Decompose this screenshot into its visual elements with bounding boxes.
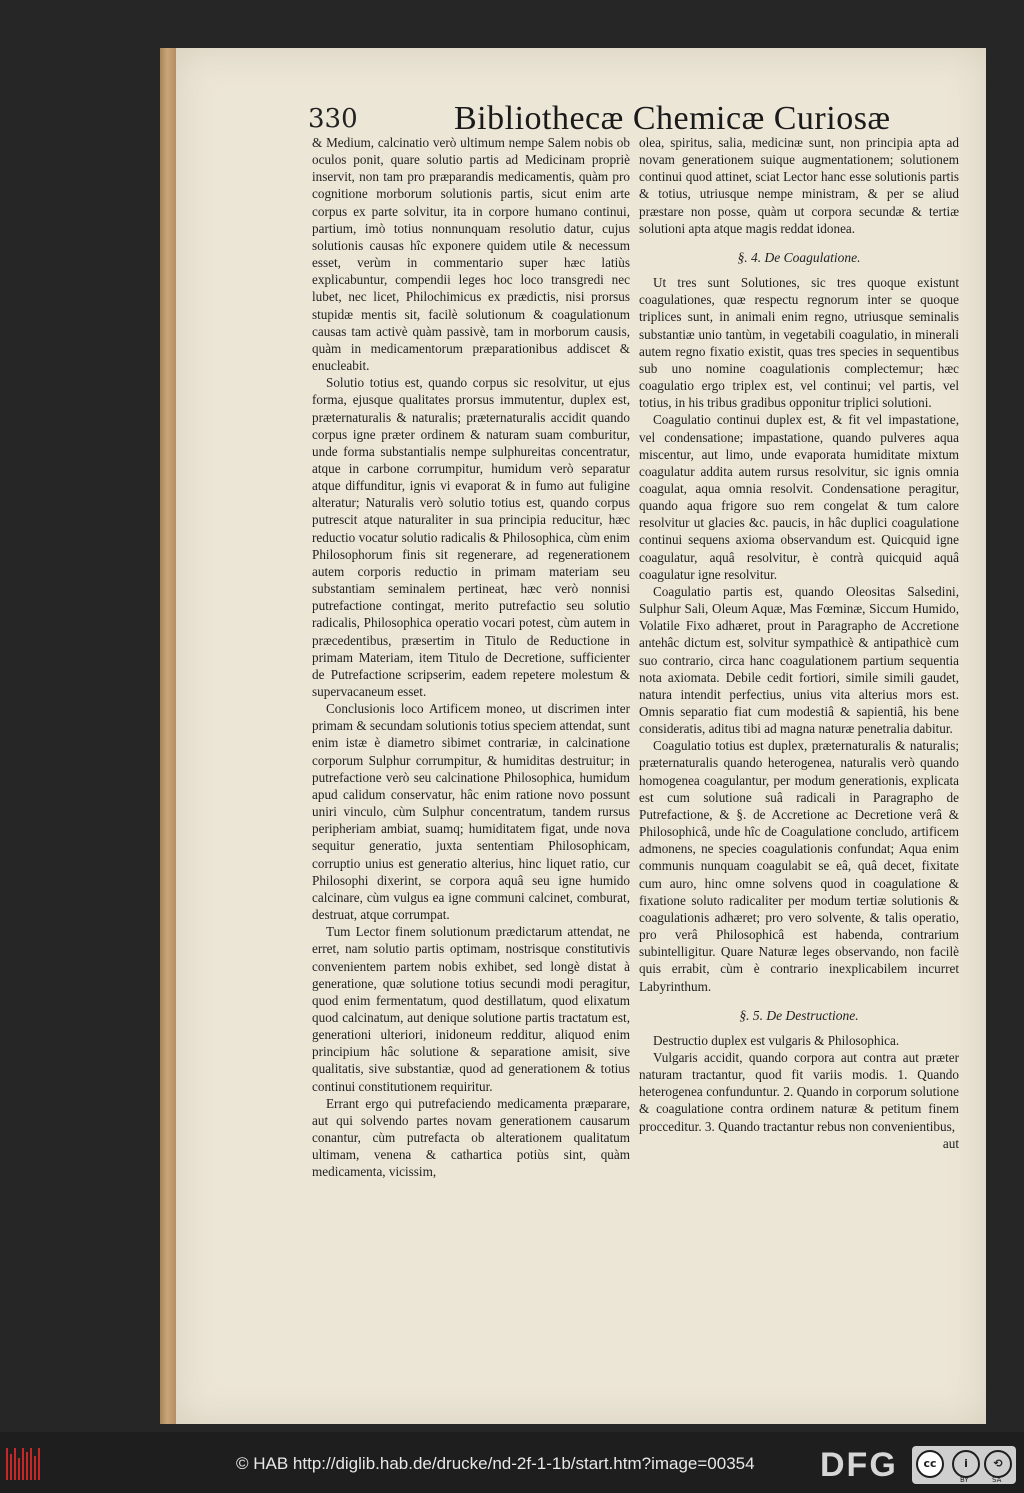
cc-by-icon: i (952, 1450, 980, 1478)
catchword: aut (942, 1135, 959, 1151)
paragraph: Errant ergo qui putrefaciendo medicamenta præparare, aut qui solvendo partes novam generationem causarum conantur, cùm putrefacta ob alterationem qualitatum ultimam, venena & cathartica potiùs sint, quàm medicamenta, vicissim, (312, 1095, 630, 1180)
barcode-icon (6, 1448, 40, 1480)
paragraph: olea, spiritus, salia, medicinæ sunt, non principia apta ad novam generationem suique augmentationem; solutionem continui quod attinet, sciat Lector hanc esse solutionis partis & totius, utriusque nempe ministram, & per se aliud præstare non posse, quàm ut corpora secundæ & tertiæ solutioni apta atque magis reddat idonea. (639, 135, 959, 236)
paragraph: Destructio duplex est vulgaris & Philosophica. (653, 1032, 900, 1048)
paragraph: Coagulatio continui duplex est, & fit vel impastatione, vel condensatione; impastatione, quando pulveres aqua miscentur, aut limo, unde evaporata humiditate mixtum coagulatur addita autem rursus resolvitur, sic ignis omnia coagulat, aqua omnia resolvit. Condensatione peragitur, quando aqua frigore suo rem congelat & tum calore resolvitur ut glacies &c. paucis, in hâc duplici coagulatione continui sequens axioma observandum est. Quicquid igne coagulatur, aquâ resolvitur, è contrà quicquid aquâ coagulatur igne resolvitur. (639, 412, 959, 582)
footer-bar (0, 1432, 1024, 1493)
paragraph: & Medium, calcinatio verò ultimum nempe Salem nobis ob oculos ponit, quare solutio partis ad Medicinam propriè inservit, non tam pro præparandis medicamentis, quàm pro cognitione morborum solutionis partis, sicut enim arte corpus ex parte solvitur, ita in corpore humano continui, partium, imò totius nonnunquam resolutio datur, cujus solutionis causas hîc exponere quidem utile & necessum esset, verùm in commentario super hæc latiùs explicabuntur, compendii leges hoc loco transgredi nec lubet, nec licet, Philochimicus ex prædictis, nisi prorsus stupidæ mentis sit, facilè solutionum & coagulationum causas tam activè quàm passivè, tam in morborum causis, quàm in medicamentorum præparationibus addiscet & enucleabit. (312, 135, 630, 374)
paragraph: Vulgaris accidit, quando corpora aut contra aut præter naturam tractantur, quod fit variis modis. 1. Quando heterogenea confunduntur. 2. Quando in corporum solutione & coagulatione contra ordinem naturæ & petitum finem procceditur. 3. Quando tractantur rebus non convenientibus, (639, 1049, 959, 1134)
paragraph: Solutio totius est, quando corpus sic resolvitur, ut ejus forma, ejusque qualitates prorsus immutentur, duplex est, præternaturalis & naturalis; præternaturalis accidit quando corpus igne præter ordinem & naturam suam comburitur, unde forma substantialis nempe sulphureitas concentratur, atque in carbone corrumpitur, humidum verò separatur atque diffunditur, ignis vi evaporat & in fumo aut fuligine alteratur; Naturalis verò solutio totius est, quando corpus putrescit atque naturaliter in sua principia reducitur, hæc reductio vocatur solutio radicalis & Philosophica, cùm enim Philosophorum finis sit regenerare, ad regenerationem autem corporis reductio in primam materiam seu substantiam seminalem pertineat, hæc verò nonnisi putrefactione contingat, merito putrefactio seu solutio radicalis, Philosophica operatio vocari potest, cùm autem in præcedentibus, præsertim in Titulo de Reductione in primam Materiam, item Titulo de Decretione, sufficienter de Putrefactione scripserim, eadem repetere molestum & supervacaneum esset. (312, 375, 630, 699)
page-number: 330 (308, 104, 358, 134)
copyright-link[interactable]: © HAB http://diglib.hab.de/drucke/nd-2f-1-1b/start.htm?image=00354 (236, 1454, 755, 1473)
left-column (312, 134, 630, 1181)
right-column (639, 134, 959, 1152)
paragraph: Tum Lector finem solutionum prædictarum attendat, ne erret, nam solutio partis optimam, nostrisque constitutivis convenientem partem nobis exhibet, sed longè distat à generatione, quæ solutione totius secundi modi peragitur, quod enim fermentatum, quod destillatum, quod elixatum quod calcinatum, aut denique solutione partis tractatum est, generationi ulteriori, inidoneum redditur, aliquod enim principium hâc solutione & separatione amisit, sive qualitatis, sive substantiæ, quod ad generationem & totius continui constitutionem requiritur. (312, 924, 630, 1094)
cc-sa-label: SA (992, 1476, 1002, 1484)
paragraph: Ut tres sunt Solutiones, sic tres quoque existunt coagulationes, quæ respectu regnorum inter se quoque triplices sunt, in animali enim regno, utriusque seminalis substantiæ unio tantùm, in vegetabili coagulatio, in minerali autem regno fixatio existit, quas tres species in sequentibus sub uno nomine coagulationis complectemur; hæc coagulatio ergo triplex est, vel continui; vel partis, vel totius, in his tribus gradibus opponitur triplici solutioni. (639, 275, 959, 411)
running-title: Bibliothecæ Chemicæ Curiosæ (454, 100, 891, 137)
paragraph: Conclusionis loco Artificem moneo, ut discrimen inter primam & secundam solutionis totius speciem attendat, sunt enim istæ è diametro sibimet contrariæ, in calcinatione corporum Sulphur corrumpitur, & humiditas destruitur; in putrefactione verò seu calcinatione Philosophica, humidum apud calidum conservatur, hâc enim ratione novo possunt uniri vinculo, cùm Sulphur concentratum, tandem rursus peripheriam ambiat, suamq; humiditatem figat, unde nova sequitur generatio, juxta sententiam Philosophicam, corruptio unius est generatio alterius, hinc liquet ratio, cur Philosophi dixerint, se corpora aquâ seu igne humido calcinare, cùm vulgus ea igne communi calcinet, comburat, destruat, atque corrumpat. (312, 701, 630, 923)
cc-sa-icon: ⟲ (984, 1450, 1012, 1478)
cc-license-icon[interactable] (912, 1446, 1016, 1484)
page-edge (160, 48, 176, 1424)
section-heading: §. 5. De Destructione. (739, 1007, 859, 1023)
dfg-logo[interactable]: DFG (820, 1446, 898, 1484)
cc-by-label: BY (960, 1476, 969, 1484)
cc-icon: cc (916, 1450, 944, 1478)
section-heading: §. 4. De Coagulatione. (737, 249, 861, 265)
scanned-page (176, 48, 986, 1424)
paragraph: Coagulatio partis est, quando Oleositas Salsedini, Sulphur Sali, Oleum Aquæ, Mas Fœminæ, Siccum Humido, Volatile Fixo adhæret, prout in Paragrapho de Accretione antehâc dictum est, solvitur sympathicè & antipathicè cum suo contrario, circa hanc coagulationem partium sequentia nota axiomata. Debile cedit fortiori, simile simili gaudet, natura intendit perfectius, unius vita alterius mors est. Omnis separatio fiat cum modestiâ & sapientiâ, his bene consideratis, aditus tibi ad magna naturæ penetralia dabitur. (639, 583, 959, 737)
paragraph: Coagulatio totius est duplex, præternaturalis & naturalis; præternaturalis quando heterogenea, naturalis verò quando homogenea coagulantur, per modum generationis, explicata est cum solutione suâ radicali in Paragrapho de Putrefactione, & §. de Accretione ac Decretione verâ & Philosophicâ, unde hîc de Coagulatione concludo, artificem admonens, ne species coagulationis confundat; Aqua enim communis nunquam coagulabit se eâ, quâ decet, fixitate cum auro, hinc omne solvens quod in coagulatione & fixatione soluto radicaliter per modum tertiæ solutionis & coagulationis adhæret; pro vero solvente, & talis operatio, pro verâ Philosophicâ est habenda, contrarium subintelligitur. Quare Naturæ leges observando, non facilè quis errabit, cùm è contrario inexplicabilem incurret Labyrinthum. (639, 738, 959, 994)
